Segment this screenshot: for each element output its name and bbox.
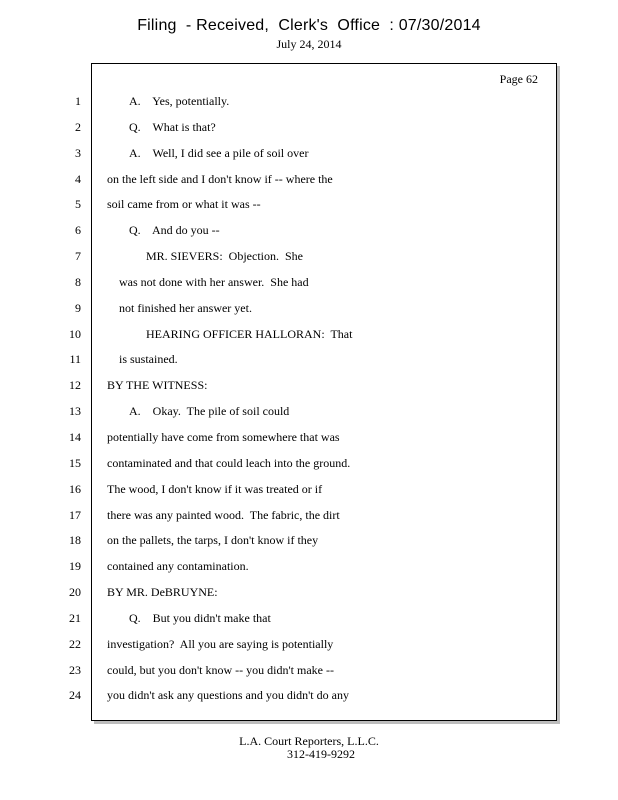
line-number: 18	[69, 533, 81, 548]
line-number: 12	[69, 378, 81, 393]
line-number: 15	[69, 455, 81, 470]
line-text: soil came from or what it was --	[107, 197, 261, 212]
line-number: 22	[69, 636, 81, 651]
transcript-line	[0, 373, 618, 399]
line-number: 1	[75, 94, 81, 108]
line-number: 4	[75, 171, 81, 186]
transcript-line	[0, 658, 618, 684]
line-text: Q. And do you --	[129, 223, 220, 238]
page-number: Page 62	[499, 72, 538, 86]
line-text: not finished her answer yet.	[119, 300, 252, 315]
line-text: on the pallets, the tarps, I don't know if they	[107, 533, 319, 548]
line-number: 6	[75, 223, 81, 238]
line-number: 5	[75, 197, 81, 212]
line-number: 14	[69, 429, 81, 444]
line-text: investigation? All you are saying is potentially	[107, 636, 334, 651]
transcript-line	[0, 244, 618, 270]
line-text: was not done with her answer. She had	[119, 274, 309, 289]
line-number: 17	[69, 507, 81, 522]
transcript-line	[0, 606, 618, 632]
transcript-line	[0, 296, 618, 322]
transcript-lines	[0, 89, 618, 709]
line-number: 24	[69, 688, 81, 703]
transcript-line	[0, 632, 618, 658]
line-number: 21	[69, 610, 81, 625]
line-text: on the left side and I don't know if -- where the	[107, 171, 333, 186]
transcript-line	[0, 322, 618, 348]
transcript-line	[0, 167, 618, 193]
transcript-line	[0, 141, 618, 167]
line-number: 11	[69, 352, 81, 367]
line-text: there was any painted wood. The fabric, the dirt	[107, 507, 340, 522]
transcript-line	[0, 528, 618, 554]
line-text: is sustained.	[119, 352, 178, 367]
line-number: 7	[75, 249, 81, 264]
line-text: contaminated and that could leach into the ground.	[107, 455, 351, 470]
line-number: 20	[69, 585, 81, 600]
transcript-line	[0, 580, 618, 606]
transcript-line	[0, 399, 618, 425]
line-number: 2	[75, 119, 81, 134]
line-text: you didn't ask any questions and you didn't do any	[107, 688, 349, 703]
line-text: A. Well, I did see a pile of soil over	[129, 145, 309, 160]
line-number: 13	[69, 404, 81, 419]
transcript-line	[0, 503, 618, 529]
line-number: 10	[69, 326, 81, 341]
line-text: A. Okay. The pile of soil could	[129, 404, 290, 419]
transcript-line	[0, 683, 618, 709]
line-number: 9	[75, 300, 81, 315]
line-number: 3	[75, 145, 81, 160]
line-text: potentially have come from somewhere that was	[107, 429, 340, 444]
line-text: A. Yes, potentially.	[129, 94, 230, 108]
court-reporter-name: L.A. Court Reporters, L.L.C.	[239, 734, 379, 748]
transcript-line	[0, 477, 618, 503]
transcript-line	[0, 218, 618, 244]
line-text: The wood, I don't know if it was treated or if	[107, 481, 323, 496]
line-text: Q. What is that?	[129, 119, 216, 134]
transcript-line	[0, 192, 618, 218]
transcript-line	[0, 270, 618, 296]
transcript-line	[0, 451, 618, 477]
line-number: 19	[69, 559, 81, 574]
line-number: 16	[69, 481, 81, 496]
court-reporter-phone: 312-419-9292	[287, 747, 355, 761]
line-number: 23	[69, 662, 81, 677]
line-text: Q. But you didn't make that	[129, 610, 271, 625]
transcript-line	[0, 554, 618, 580]
line-text: HEARING OFFICER HALLORAN: That	[146, 326, 353, 341]
line-text: BY THE WITNESS:	[107, 378, 208, 393]
transcript-line	[0, 89, 618, 115]
transcript-line	[0, 425, 618, 451]
transcript-date: July 24, 2014	[276, 37, 342, 51]
line-text: MR. SIEVERS: Objection. She	[146, 249, 304, 264]
line-text: BY MR. DeBRUYNE:	[107, 585, 218, 600]
transcript-line	[0, 347, 618, 373]
line-text: could, but you don't know -- you didn't make --	[107, 662, 334, 677]
transcript-line	[0, 115, 618, 141]
line-number: 8	[75, 274, 81, 289]
filing-stamp: Filing - Received, Clerk's Office : 07/30/2014	[137, 17, 481, 34]
line-text: contained any contamination.	[107, 559, 249, 574]
